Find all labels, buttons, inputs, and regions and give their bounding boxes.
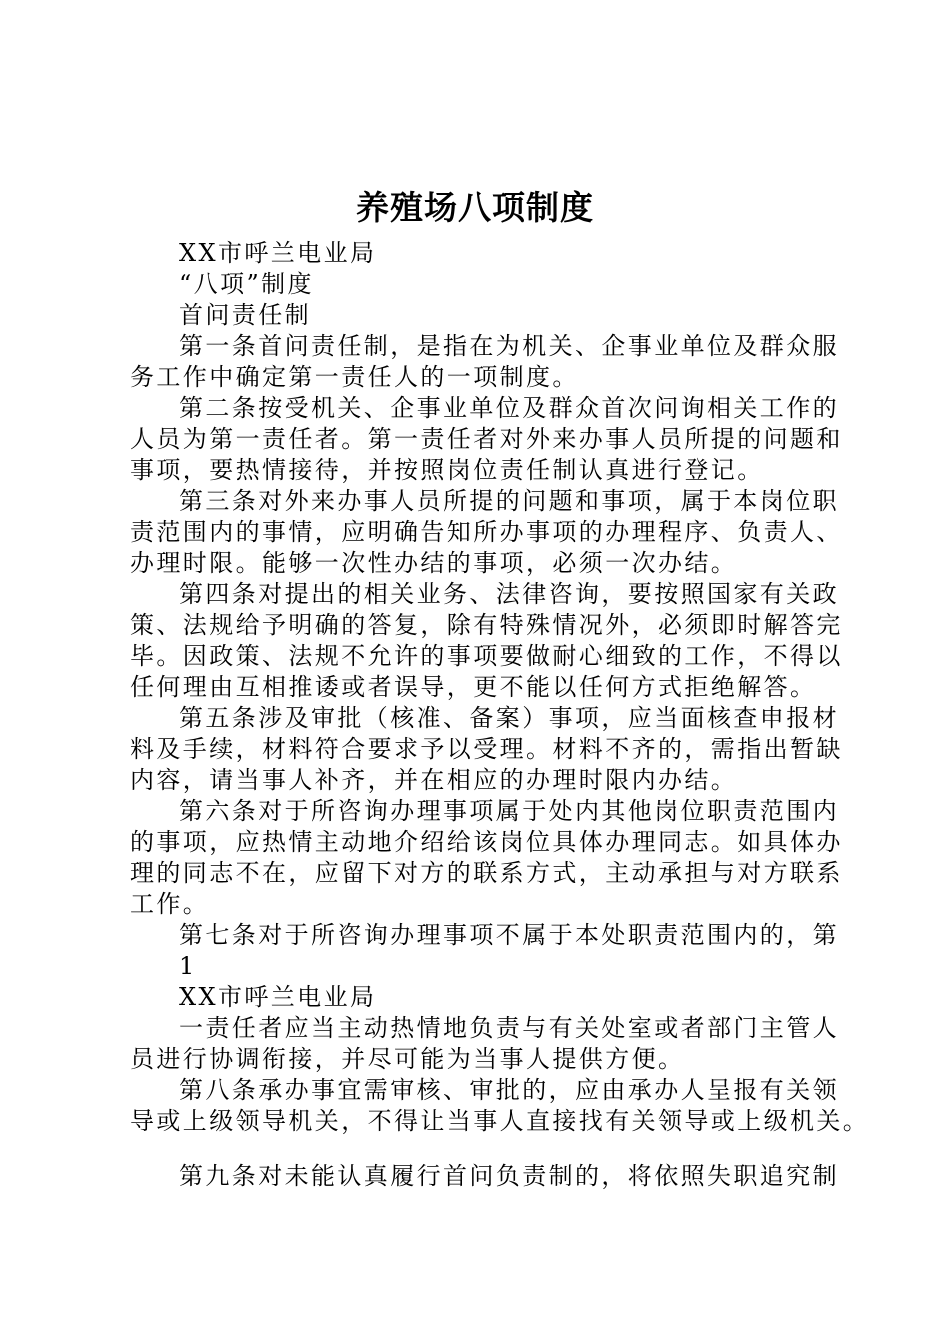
article-7-line: 员进行协调衔接，并尽可能为当事人提供方便。 [130, 1045, 685, 1073]
article-2-line: 事项，要热情接待，并按照岗位责任制认真进行登记。 [130, 456, 764, 484]
article-3-line: 办理时限。能够一次性办结的事项，必须一次办结。 [130, 549, 738, 577]
article-8-line: 第八条承办事宜需审核、审批的，应由承办人呈报有关领 [179, 1076, 839, 1104]
section-title: 首问责任制 [179, 301, 311, 329]
article-2-line: 第二条按受机关、企事业单位及群众首次问询相关工作的 [179, 394, 839, 422]
article-4-line: 策、法规给予明确的答复，除有特殊情况外，必须即时解答完 [130, 611, 843, 639]
paragraph-gap [130, 1137, 850, 1161]
article-5-line: 料及手续，材料符合要求予以受理。材料不齐的，需指出暂缺 [130, 735, 843, 763]
page2-header-org: XX市呼兰电业局 [179, 983, 377, 1011]
header-org: XX市呼兰电业局 [179, 239, 377, 267]
article-6-line: 工作。 [130, 890, 210, 918]
article-9-line: 第九条对未能认真履行首问负责制的，将依照失职追究制 [179, 1162, 839, 1190]
article-6-line: 第六条对于所咨询办理事项属于处内其他岗位职责范围内 [179, 797, 839, 825]
article-3-line: 第三条对外来办事人员所提的问题和事项，属于本岗位职 [179, 487, 839, 515]
article-3-line: 责范围内的事情，应明确告知所办事项的办理程序、负责人、 [130, 518, 843, 546]
subtitle: “八项”制度 [179, 270, 314, 298]
article-6-line: 理的同志不在，应留下对方的联系方式，主动承担与对方联系 [130, 859, 843, 887]
document-title: 养殖场八项制度 [356, 188, 594, 227]
article-2-line: 人员为第一责任者。第一责任者对外来办事人员所提的问题和 [130, 425, 843, 453]
article-7-line: 第七条对于所咨询办理事项不属于本处职责范围内的，第 [179, 921, 839, 949]
article-4-line: 任何理由互相推诿或者误导，更不能以任何方式拒绝解答。 [130, 673, 817, 701]
document-body [130, 238, 870, 1192]
article-7-line: 一责任者应当主动热情地负责与有关处室或者部门主管人 [179, 1014, 839, 1042]
article-1-line: 第一条首问责任制，是指在为机关、企事业单位及群众服 [179, 332, 839, 360]
article-1-line: 务工作中确定第一责任人的一项制度。 [130, 363, 579, 391]
article-5-line: 第五条涉及审批（核准、备案）事项，应当面核查申报材 [179, 704, 839, 732]
article-4-line: 毕。因政策、法规不允许的事项要做耐心细致的工作，不得以 [130, 642, 843, 670]
article-8-line: 导或上级领导机关，不得让当事人直接找有关领导或上级机关。 [130, 1107, 870, 1135]
article-6-line: 的事项，应热情主动地介绍给该岗位具体办理同志。如具体办 [130, 828, 843, 856]
article-4-line: 第四条对提出的相关业务、法律咨询，要按照国家有关政 [179, 580, 839, 608]
article-5-line: 内容，请当事人补齐，并在相应的办理时限内办结。 [130, 766, 738, 794]
page-number: 1 [179, 952, 197, 980]
